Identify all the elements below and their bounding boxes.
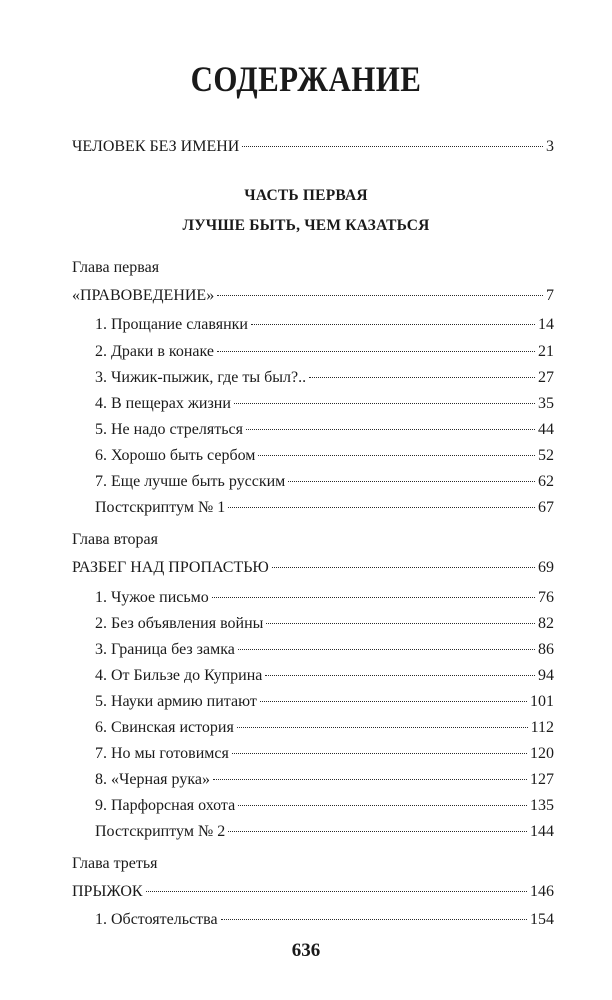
dot-leader [146,890,527,892]
part-heading: ЧАСТЬ ПЕРВАЯ [244,187,368,204]
page-title: СОДЕРЖАНИЕ [190,59,422,99]
chapter-label: Глава третья [72,855,158,872]
toc-entry-title: 3. Чижик-пыжик, где ты был?.. [95,369,307,386]
page-number: 636 [291,940,321,961]
dot-leader [242,145,543,147]
dot-leader [212,596,535,598]
dot-leader [238,804,527,806]
toc-entry-section[interactable] [95,342,554,362]
toc-entry-section[interactable] [95,692,554,712]
toc-entry-title: ЧЕЛОВЕК БЕЗ ИМЕНИ [72,138,240,155]
toc-entry-page: 154 [530,911,554,928]
toc-entry-title: 7. Еще лучше быть русским [95,473,286,490]
toc-entry-section[interactable] [95,588,554,608]
dot-leader [228,506,535,508]
toc-entry-page: 101 [530,693,554,710]
dot-leader [260,700,527,702]
toc-entry-chapter[interactable] [72,286,554,306]
toc-entry-section[interactable] [95,718,554,738]
toc-entry-page: 67 [538,499,554,516]
dot-leader [258,454,535,456]
toc-entry-section[interactable] [95,666,554,686]
dot-leader [251,323,535,325]
toc-entry-title: 1. Обстоятельства [95,911,218,928]
toc-entry-page: 69 [538,559,554,576]
toc-entry-title: 5. Не надо стреляться [95,421,243,438]
toc-entry-section[interactable] [95,394,554,414]
toc-entry-page: 62 [538,473,554,490]
toc-entry-title: «ПРАВОВЕДЕНИЕ» [72,287,215,304]
toc-entry-page: 76 [538,589,554,606]
toc-entry-page: 44 [538,421,554,438]
dot-leader [272,566,535,568]
dot-leader [265,674,535,676]
toc-entry-chapter[interactable] [72,882,554,902]
toc-entry-page: 35 [538,395,554,412]
toc-entry-page: 94 [538,667,554,684]
toc-entry-title: 2. Без объявления войны [95,615,264,632]
toc-entry-page: 135 [530,797,554,814]
dot-leader [217,294,543,296]
toc-entry-page: 3 [546,138,554,155]
toc-entry-page: 27 [538,369,554,386]
dot-leader [288,480,535,482]
dot-leader [238,648,535,650]
toc-entry-page: 86 [538,641,554,658]
toc-entry-title: РАЗБЕГ НАД ПРОПАСТЬЮ [72,559,269,576]
toc-entry-section[interactable] [95,472,554,492]
toc-entry-title: 2. Драки в конаке [95,343,215,360]
toc-entry-page: 52 [538,447,554,464]
dot-leader [266,622,535,624]
toc-entry-title: 4. От Бильзе до Куприна [95,667,263,684]
toc-entry-page: 14 [538,316,554,333]
dot-leader [217,350,535,352]
toc-entry-section[interactable] [95,614,554,634]
toc-entry-chapter[interactable] [72,558,554,578]
chapter-label: Глава вторая [72,531,158,548]
toc-entry-section[interactable] [95,796,554,816]
toc-entry-title: 3. Граница без замка [95,641,235,658]
dot-leader [232,752,527,754]
toc-entry-section[interactable] [95,446,554,466]
dot-leader [246,428,535,430]
dot-leader [221,918,527,920]
toc-entry-title: 9. Парфорсная охота [95,797,236,814]
dot-leader [213,778,527,780]
dot-leader [309,376,535,378]
toc-entry-title: 1. Чужое письмо [95,589,209,606]
toc-entry-title: 6. Хорошо быть сербом [95,447,256,464]
toc-entry-section[interactable] [95,744,554,764]
toc-entry-title: 6. Свинская история [95,719,234,736]
toc-entry-page: 112 [530,719,554,736]
dot-leader [237,726,528,728]
toc-entry-title: Постскриптум № 2 [95,823,226,840]
toc-entry-page: 144 [530,823,554,840]
toc-entry-title: Постскриптум № 1 [95,499,226,516]
toc-entry-title: 5. Науки армию питают [95,693,257,710]
toc-entry-section[interactable] [95,770,554,790]
toc-entry-title: ПРЫЖОК [72,883,143,900]
toc-entry-section[interactable] [95,368,554,388]
toc-entry-title: 8. «Черная рука» [95,771,210,788]
toc-entry-section[interactable] [95,822,554,842]
toc-entry-intro[interactable] [72,137,554,157]
toc-entry-section[interactable] [95,910,554,930]
toc-entry-page: 82 [538,615,554,632]
toc-entry-page: 21 [538,343,554,360]
toc-entry-page: 146 [530,883,554,900]
toc-entry-title: 1. Прощание славянки [95,316,248,333]
toc-entry-page: 7 [546,287,554,304]
dot-leader [234,402,535,404]
dot-leader [228,830,527,832]
toc-entry-page: 120 [530,745,554,762]
toc-entry-title: 4. В пещерах жизни [95,395,231,412]
toc-entry-title: 7. Но мы готовимся [95,745,229,762]
toc-entry-section[interactable] [95,640,554,660]
toc-entry-section[interactable] [95,315,554,335]
part-subtitle: ЛУЧШЕ БЫТЬ, ЧЕМ КАЗАТЬСЯ [182,217,430,234]
chapter-label: Глава первая [72,259,160,276]
toc-entry-section[interactable] [95,498,554,518]
toc-entry-section[interactable] [95,420,554,440]
toc-entry-page: 127 [530,771,554,788]
